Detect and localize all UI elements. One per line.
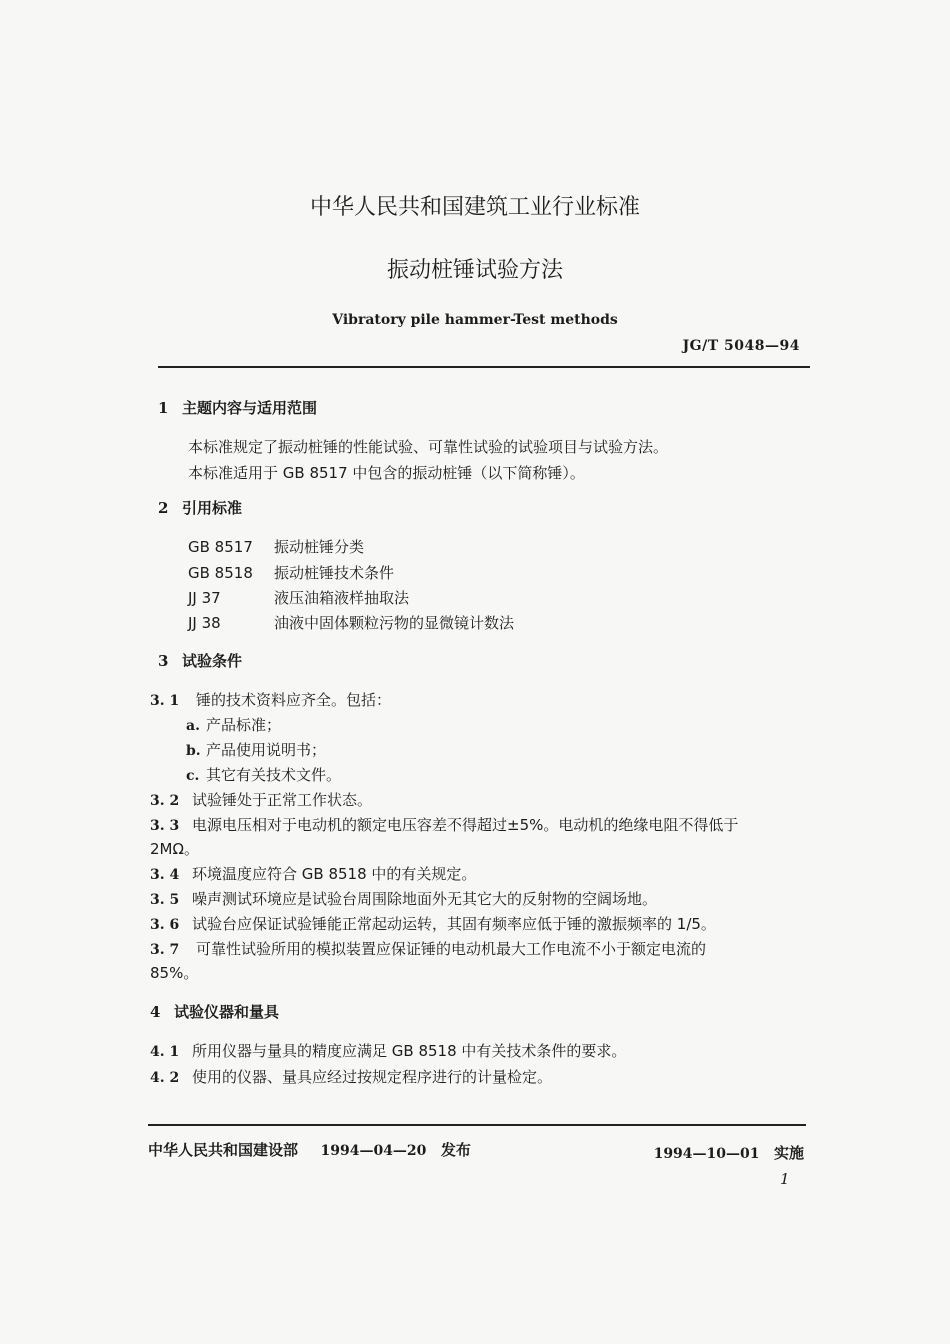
list-label: c.: [186, 768, 200, 784]
list-item: [186, 764, 341, 785]
standard-code: JG/T 5048—94: [682, 338, 800, 354]
footer-effective: [654, 1142, 804, 1163]
reference-code: GB 8518: [188, 564, 253, 582]
clause-text: 所用仪器与量具的精度应满足 GB 8518 中有关技术条件的要求。: [192, 1042, 627, 1060]
english-title: Vibratory pile hammer-Test methods: [332, 312, 618, 328]
clause-number: 3. 7: [150, 942, 180, 958]
clause-3-1: [150, 689, 391, 710]
org-title: 中华人民共和国建筑工业行业标准: [309, 195, 640, 220]
document-title: 振动桩锤试验方法: [386, 258, 563, 283]
section-title: 试验条件: [182, 652, 243, 670]
reference-name: 液压油箱液样抽取法: [274, 589, 410, 607]
list-text: 其它有关技术文件。: [206, 766, 342, 784]
clause-number: 3. 4: [150, 867, 180, 883]
section-number: 3: [158, 652, 169, 670]
section-number: 4: [150, 1003, 161, 1021]
reference-code: JJ 38: [188, 614, 221, 632]
clause-number: 3. 3: [150, 818, 180, 834]
clause-text: 试验台应保证试验锤能正常起动运转，其固有频率应低于锤的激振频率的 1/5。: [192, 915, 716, 933]
clause-text: 电源电压相对于电动机的额定电压容差不得超过±5%。电动机的绝缘电阻不得低于: [192, 816, 739, 834]
paragraph: 本标准适用于 GB 8517 中包含的振动桩锤（以下简称锤）。: [188, 464, 585, 482]
clause-number: 3. 2: [150, 793, 180, 809]
effective-label: 实施: [773, 1144, 804, 1162]
clause-text: 使用的仪器、量具应经过按规定程序进行的计量检定。: [192, 1068, 553, 1086]
issue-label: 发布: [440, 1141, 471, 1159]
clause-3-3: [150, 814, 738, 835]
clause-3-7: [150, 938, 706, 959]
footer-rule: [148, 1124, 806, 1126]
clause-number: 4. 2: [150, 1070, 180, 1086]
clause-4-2: [150, 1066, 552, 1087]
reference-item: [188, 562, 394, 583]
issue-date: 1994—04—20: [320, 1143, 427, 1159]
clause-text: 噪声测试环境应是试验台周围除地面外无其它大的反射物的空阔场地。: [192, 890, 658, 908]
reference-item: [188, 587, 409, 608]
clause-continuation: 2MΩ。: [150, 840, 199, 858]
clause-continuation: 85%。: [150, 964, 199, 982]
reference-code: JJ 37: [188, 589, 221, 607]
effective-date: 1994—10—01: [653, 1146, 760, 1162]
clause-3-6: [150, 913, 716, 934]
section-title: 主题内容与适用范围: [182, 399, 318, 417]
clause-3-2: [150, 789, 372, 810]
paragraph: 本标准规定了振动桩锤的性能试验、可靠性试验的试验项目与试验方法。: [188, 438, 669, 456]
issuer: 中华人民共和国建设部: [148, 1141, 299, 1159]
section-title: 引用标准: [182, 499, 243, 517]
list-text: 产品使用说明书；: [206, 741, 327, 759]
clause-3-5: [150, 888, 657, 909]
list-item: [186, 714, 281, 735]
section-title: 试验仪器和量具: [174, 1003, 280, 1021]
page-number: 1: [780, 1170, 790, 1188]
list-item: [186, 739, 326, 760]
section-number: 1: [158, 399, 169, 417]
section-number: 2: [158, 499, 169, 517]
header-rule: [158, 366, 810, 368]
reference-code: GB 8517: [188, 538, 253, 556]
reference-name: 振动桩锤分类: [274, 538, 365, 556]
list-text: 产品标准；: [206, 716, 282, 734]
clause-number: 3. 6: [150, 917, 180, 933]
clause-number: 3. 5: [150, 892, 180, 908]
reference-name: 油液中固体颗粒污物的显微镜计数法: [274, 614, 515, 632]
list-label: a.: [186, 718, 200, 734]
reference-item: [188, 536, 364, 557]
clause-number: 3. 1: [150, 693, 180, 709]
reference-item: [188, 612, 514, 633]
reference-name: 振动桩锤技术条件: [274, 564, 395, 582]
section-4-heading: [150, 1001, 279, 1022]
list-label: b.: [186, 743, 201, 759]
clause-4-1: [150, 1040, 626, 1061]
clause-text: 锤的技术资料应齐全。包括：: [196, 691, 392, 709]
clause-number: 4. 1: [150, 1044, 180, 1060]
clause-text: 可靠性试验所用的模拟装置应保证锤的电动机最大工作电流不小于额定电流的: [196, 940, 707, 958]
clause-text: 环境温度应符合 GB 8518 中的有关规定。: [192, 865, 477, 883]
clause-text: 试验锤处于正常工作状态。: [192, 791, 373, 809]
section-3-heading: [158, 650, 242, 671]
footer-issue: [148, 1139, 471, 1160]
section-2-heading: [158, 497, 242, 518]
clause-3-4: [150, 863, 476, 884]
section-1-heading: [158, 397, 317, 418]
